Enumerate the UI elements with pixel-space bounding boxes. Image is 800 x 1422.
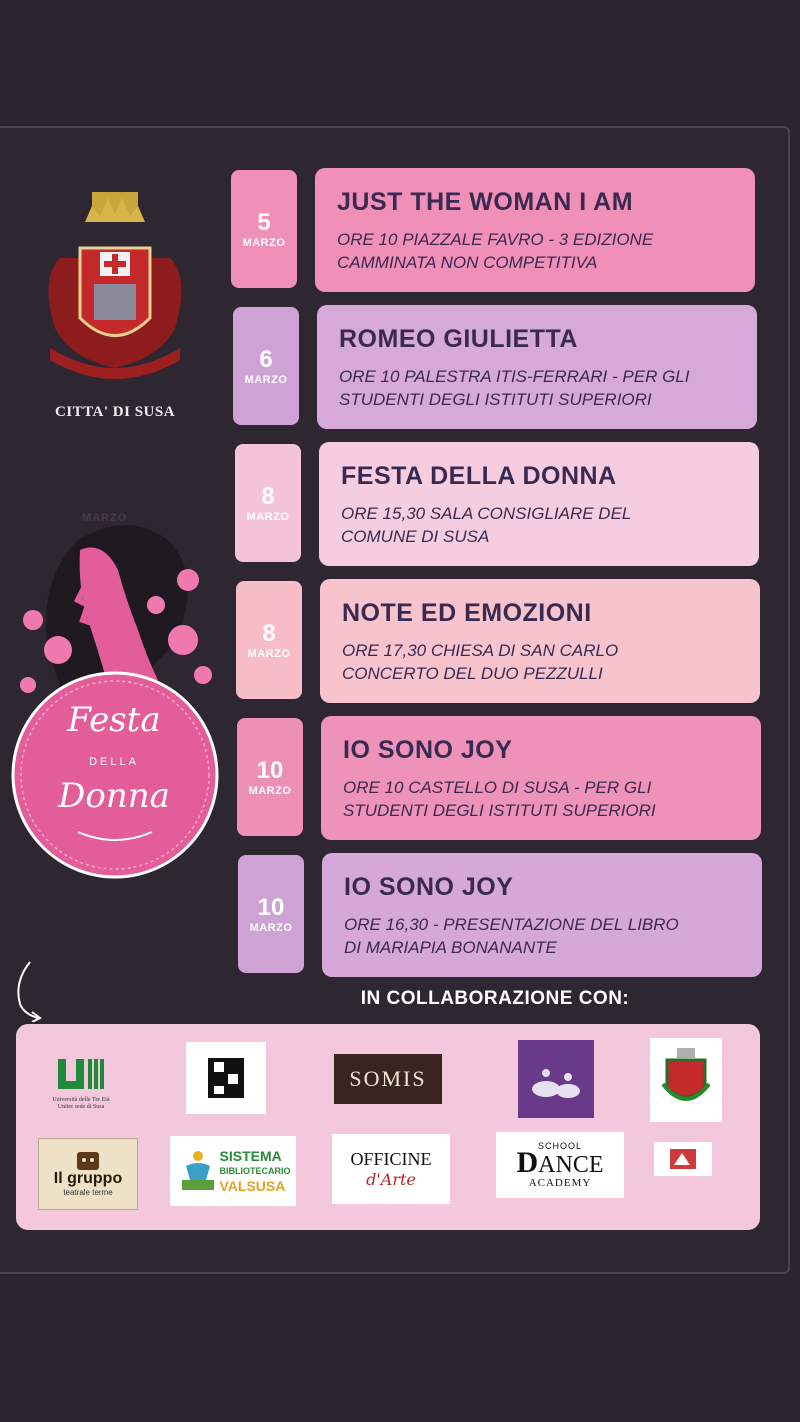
event-title: IO SONO JOY (343, 736, 513, 764)
event-card (320, 579, 760, 703)
date-badge (238, 855, 304, 973)
date-month: MARZO (244, 374, 288, 386)
event-detail-line1: ORE 17,30 CHIESA DI SAN CARLO (342, 641, 619, 660)
event-detail-line1: ORE 10 CASTELLO DI SUSA - PER GLI (343, 778, 652, 797)
event-card (319, 442, 759, 566)
event-detail-line2: STUDENTI DEGLI ISTITUTI SUPERIORI (343, 801, 656, 820)
date-day: 5 (257, 209, 271, 236)
date-month: MARZO (247, 648, 291, 660)
date-month: MARZO (249, 922, 293, 934)
film-logo (186, 1042, 266, 1114)
event-detail-line2: CAMMINATA NON COMPETITIVA (337, 253, 598, 272)
dance-school: SCHOOL (537, 1141, 582, 1151)
event-title: NOTE ED EMOZIONI (342, 599, 592, 627)
date-badge (235, 444, 301, 562)
event-detail-line2: CONCERTO DEL DUO PEZZULLI (342, 664, 603, 683)
event-title: ROMEO GIULIETTA (339, 325, 578, 353)
event-card (321, 716, 761, 840)
sistema-line2: BIBLIOTECARIO (219, 1165, 291, 1176)
marzo-label: MARZO (82, 512, 128, 524)
date-badge (237, 718, 303, 836)
gruppo-mask-icon (77, 1152, 99, 1170)
event-title: JUST THE WOMAN I AM (337, 188, 634, 216)
event-detail-line1: ORE 15,30 SALA CONSIGLIARE DEL (341, 504, 632, 523)
event-detail-line2: COMUNE DI SUSA (341, 527, 490, 546)
officine-line2: d'Arte (366, 1170, 416, 1189)
collaboration-title: IN COLLABORAZIONE CON: (360, 988, 630, 1009)
date-day: 10 (256, 757, 284, 784)
event-detail-line1: ORE 10 PALESTRA ITIS-FERRARI - PER GLI (339, 367, 690, 386)
gruppo-title: Il gruppo (53, 1169, 123, 1187)
partners-panel (16, 1024, 760, 1230)
sistema-line1: SISTEMA (219, 1147, 282, 1164)
municipal-crest-icon (659, 1044, 713, 1116)
date-day: 10 (257, 894, 285, 921)
date-day: 6 (259, 346, 273, 373)
small-red-logo (654, 1142, 712, 1176)
city-crest-icon (30, 188, 200, 388)
ballet-dancers-icon (526, 1049, 586, 1109)
event-detail-line2: DI MARIAPIA BONANANTE (344, 938, 557, 957)
dance-academy-logo (496, 1132, 624, 1198)
date-badge (233, 307, 299, 425)
event-detail-line1: ORE 10 PIAZZALE FAVRO - 3 EDIZIONE (337, 230, 654, 249)
somis-label: SOMIS (349, 1066, 427, 1091)
event-detail-line2: STUDENTI DEGLI ISTITUTI SUPERIORI (339, 390, 652, 409)
date-badge (236, 581, 302, 699)
date-month: MARZO (242, 237, 286, 249)
municipal-crest-logo (650, 1038, 722, 1122)
date-day: 8 (261, 483, 275, 510)
event-title: FESTA DELLA DONNA (341, 462, 617, 490)
dance-main: ANCE (538, 1152, 604, 1178)
event-title: IO SONO JOY (344, 873, 514, 901)
book-figure-icon (176, 1146, 220, 1196)
unitre-icon (54, 1057, 108, 1097)
date-month: MARZO (248, 785, 292, 797)
event-card (322, 853, 762, 977)
festa-badge-line2: DELLA (89, 756, 139, 768)
gruppo-subtitle: teatrale terme (63, 1187, 113, 1197)
event-card (317, 305, 757, 429)
officine-darte-logo (332, 1134, 450, 1204)
dance-academy: ACADEMY (528, 1177, 592, 1189)
event-card (315, 168, 755, 292)
somis-logo (334, 1054, 442, 1104)
date-day: 8 (262, 620, 276, 647)
event-detail-line1: ORE 16,30 - PRESENTAZIONE DEL LIBRO (344, 915, 679, 934)
sistema-line3: VALSUSA (219, 1177, 286, 1194)
officine-line1: OFFICINE (350, 1149, 432, 1169)
unitre-caption: Università delle Tre Età Unitre sede di Susa (52, 1097, 110, 1110)
dance-d-glyph: D (516, 1146, 539, 1179)
festa-badge-line1: Festa (67, 700, 161, 740)
date-badge (231, 170, 297, 288)
unitre-logo (46, 1046, 116, 1122)
red-emblem-icon (668, 1147, 698, 1171)
city-caption: CITTA' DI SUSA (54, 404, 176, 420)
film-strip-icon (204, 1054, 248, 1102)
date-month: MARZO (246, 511, 290, 523)
festa-badge-line3: Donna (58, 776, 170, 816)
woman-silhouette-icon (8, 510, 228, 880)
sistema-bibliotecario-logo (170, 1136, 296, 1206)
gruppo-teatrale-logo (38, 1138, 138, 1210)
ballet-logo (518, 1040, 594, 1118)
